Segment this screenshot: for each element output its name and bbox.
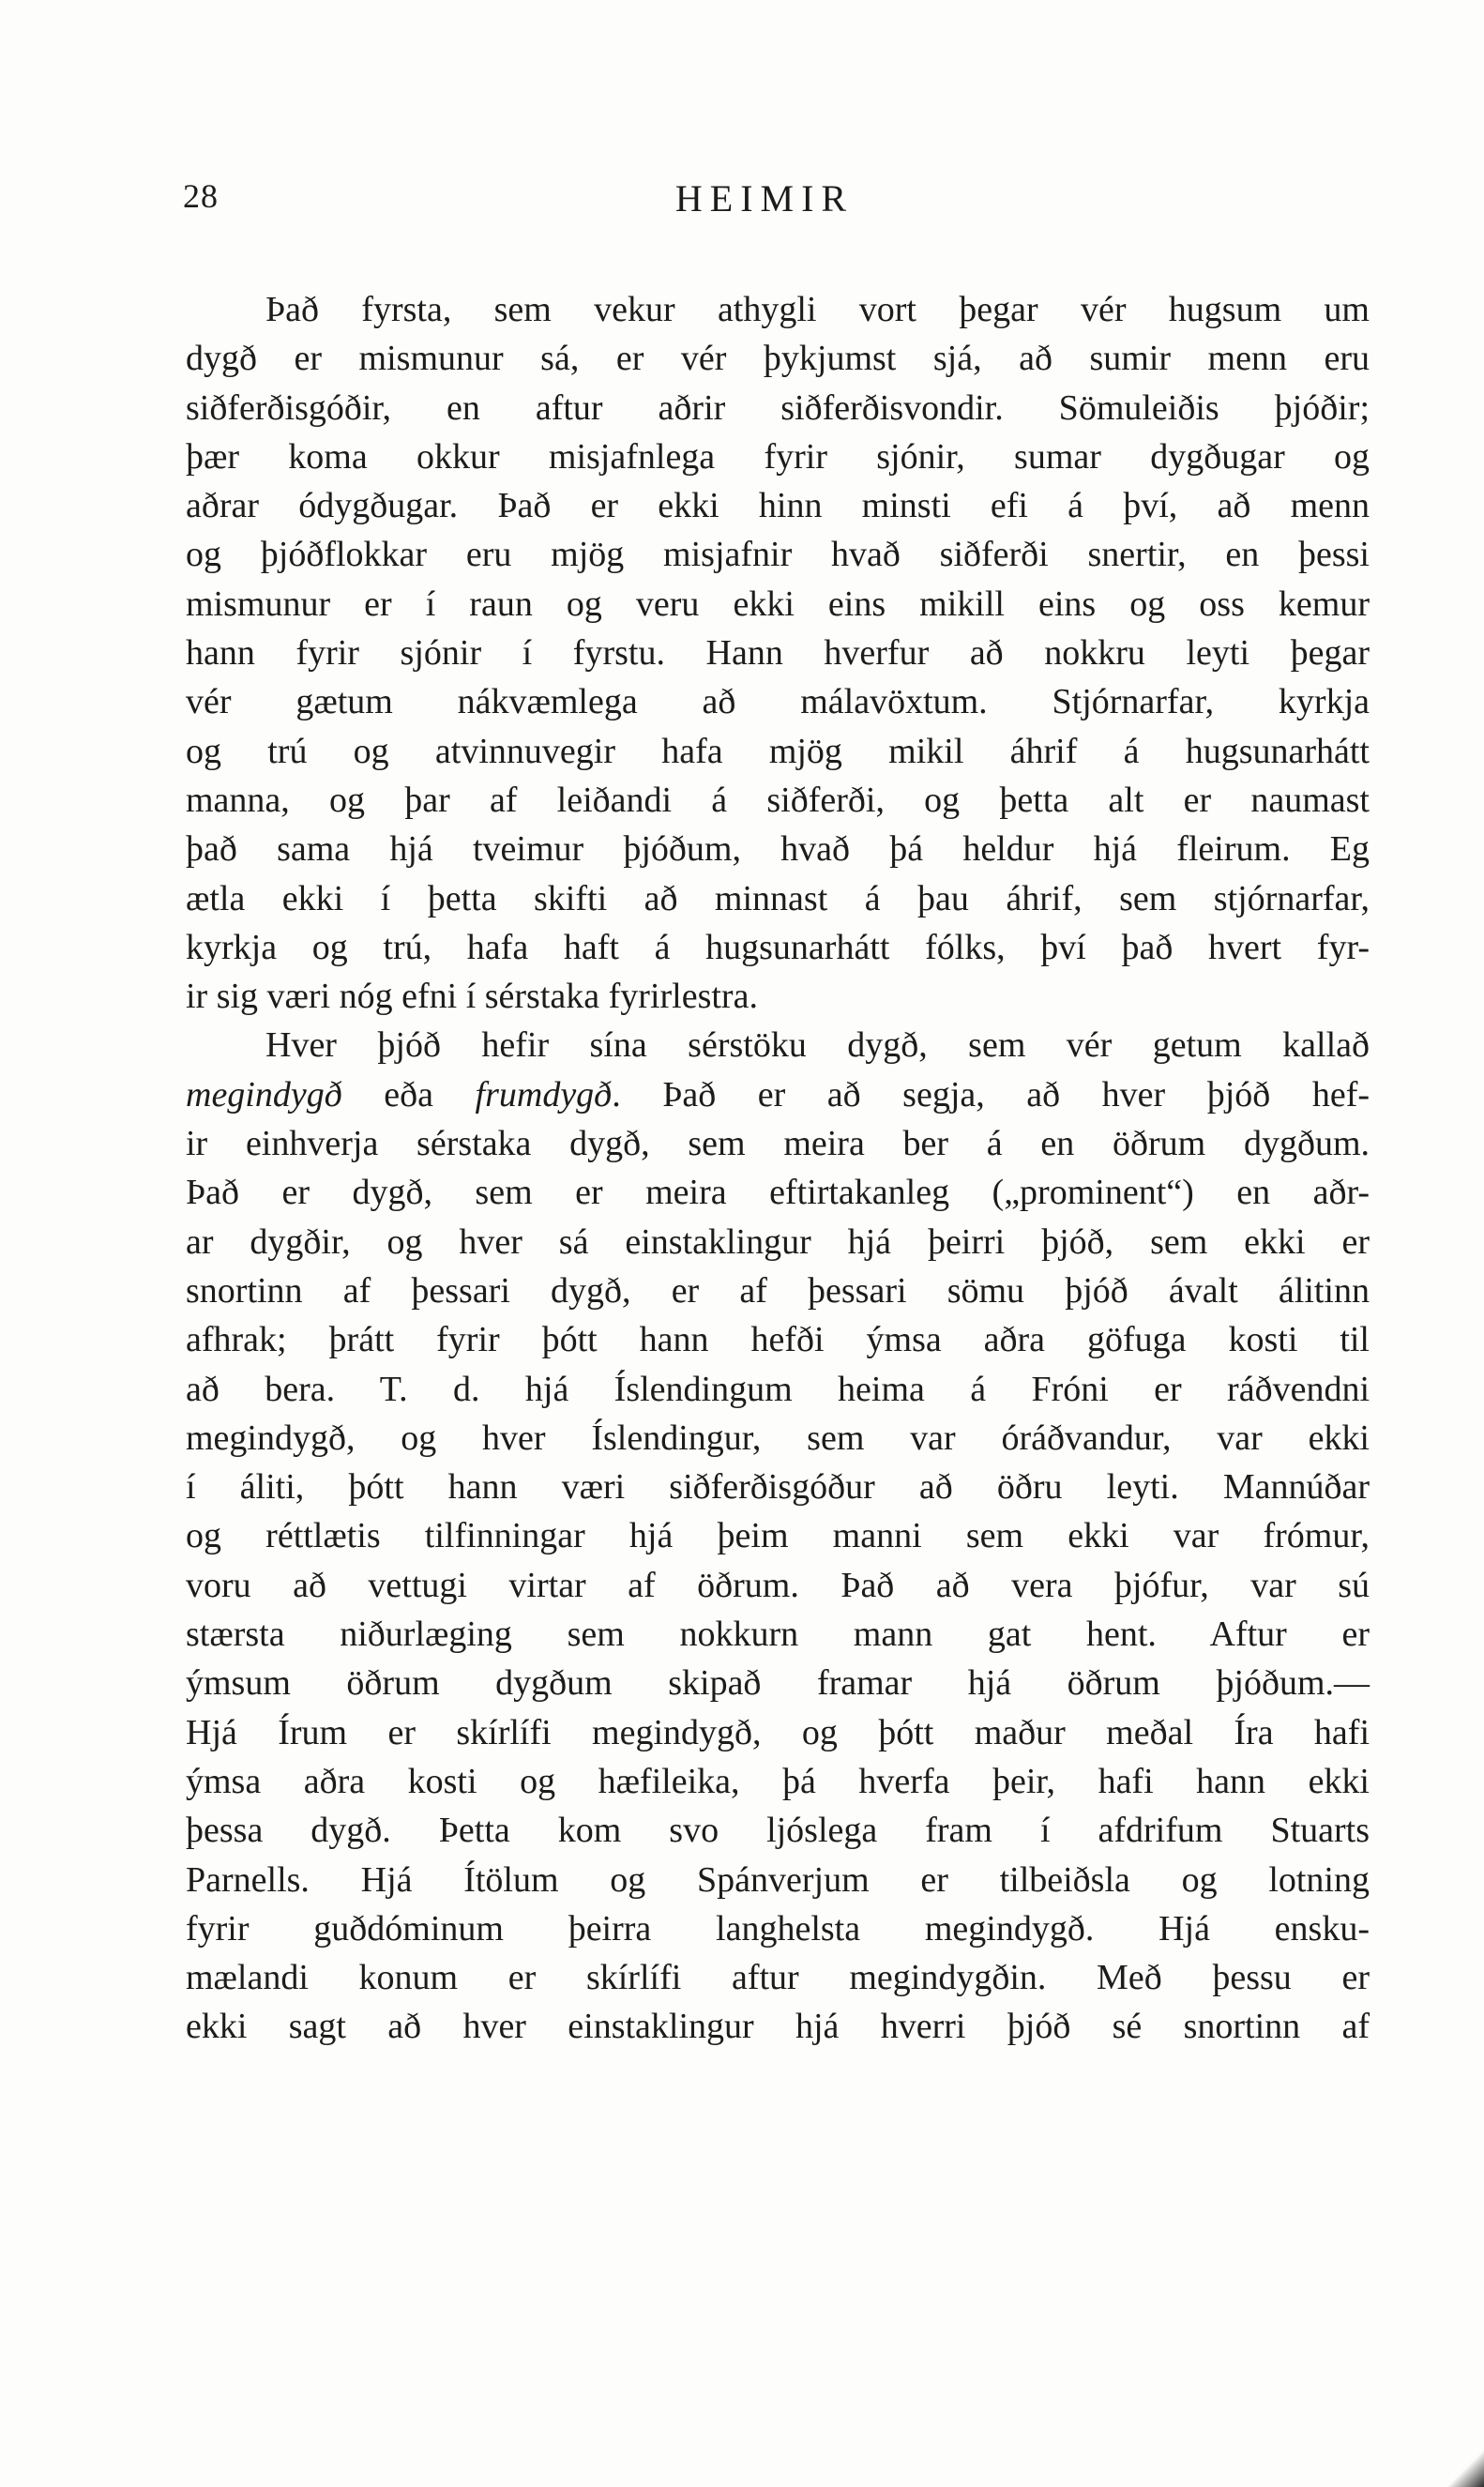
- text-line: ir sig væri nóg efni í sérstaka fyrirlestra.: [186, 977, 758, 1017]
- text-line: ýmsa aðra kosti og hæfileika, þá hverfa þeir, hafi hann ekki: [186, 1761, 1370, 1801]
- text-line: manna, og þar af leiðandi á siðferði, og þetta alt er naumast: [186, 780, 1370, 820]
- text-line: Hver þjóð hefir sína sérstöku dygð, sem vér getum kallað: [265, 1025, 1370, 1066]
- text-line: Hjá Írum er skírlífi megindygð, og þótt maður meðal Íra hafi: [186, 1712, 1370, 1752]
- text-line: voru að vettugi virtar af öðrum. Það að vera þjófur, var sú: [186, 1565, 1370, 1605]
- text-line: dygð er mismunur sá, er vér þykjumst sjá, að sumir menn eru: [186, 339, 1370, 379]
- text-line: að bera. T. d. hjá Íslendingum heima á Fróni er ráðvendni: [186, 1369, 1370, 1409]
- text-line-with-italics: [186, 1070, 1370, 1119]
- page-number: 28: [183, 177, 219, 215]
- text-line: siðferðisgóðir, en aftur aðrir siðferðisvondir. Sömuleiðis þjóðir;: [186, 387, 1370, 428]
- text-line: afhrak; þrátt fyrir þótt hann hefði ýmsa aðra göfuga kosti til: [186, 1320, 1370, 1360]
- italic-term: megindygð: [186, 1074, 342, 1115]
- text-line: ir einhverja sérstaka dygð, sem meira ber á en öðrum dygðum.: [186, 1124, 1370, 1164]
- italic-term: frumdygð: [475, 1074, 613, 1115]
- text-fragment: eða: [341, 1074, 476, 1115]
- text-line: snortinn af þessari dygð, er af þessari sömu þjóð ávalt álitinn: [186, 1270, 1370, 1311]
- body-text: [186, 285, 1370, 2052]
- text-line: ar dygðir, og hver sá einstaklingur hjá þeirri þjóð, sem ekki er: [186, 1221, 1370, 1262]
- text-line: hann fyrir sjónir í fyrstu. Hann hverfur að nokkru leyti þegar: [186, 633, 1370, 674]
- text-line: stærsta niðurlæging sem nokkurn mann gat hent. Aftur er: [186, 1615, 1370, 1655]
- text-line: það sama hjá tveimur þjóðum, hvað þá heldur hjá fleirum. Eg: [186, 829, 1370, 870]
- text-line: ætla ekki í þetta skifti að minnast á þau áhrif, sem stjórnarfar,: [186, 878, 1370, 918]
- text-line: mismunur er í raun og veru ekki eins mikill eins og oss kemur: [186, 584, 1370, 624]
- text-line: þessa dygð. Þetta kom svo ljóslega fram í afdrifum Stuarts: [186, 1811, 1370, 1851]
- text-line: og þjóðflokkar eru mjög misjafnir hvað siðferði snertir, en þessi: [186, 535, 1370, 575]
- page-header: [183, 176, 1346, 233]
- text-line: Parnells. Hjá Ítölum og Spánverjum er tilbeiðsla og lotning: [186, 1859, 1370, 1900]
- text-line: megindygð, og hver Íslendingur, sem var óráðvandur, var ekki: [186, 1418, 1370, 1458]
- text-line: og trú og atvinnuvegir hafa mjög mikil áhrif á hugsunarhátt: [186, 731, 1370, 771]
- page-edge-shadow: [1446, 2431, 1484, 2487]
- text-line: vér gætum nákvæmlega að málavöxtum. Stjórnarfar, kyrkja: [186, 682, 1370, 722]
- text-line: Það er dygð, sem er meira eftirtakanleg („prominent“) en aðr-: [186, 1173, 1370, 1213]
- text-line: ekki sagt að hver einstaklingur hjá hverri þjóð sé snortinn af: [186, 2007, 1370, 2047]
- text-line: ýmsum öðrum dygðum skipað framar hjá öðrum þjóðum.—: [186, 1663, 1370, 1704]
- text-fragment: . Það er að segja, að hver þjóð hef-: [612, 1074, 1370, 1115]
- text-line: aðrar ódygðugar. Það er ekki hinn minsti efi á því, að menn: [186, 486, 1370, 526]
- text-line: í áliti, þótt hann væri siðferðisgóður að öðru leyti. Mannúðar: [186, 1467, 1370, 1508]
- text-line: mælandi konum er skírlífi aftur megindygðin. Með þessu er: [186, 1958, 1370, 1998]
- running-title: HEIMIR: [674, 177, 855, 220]
- text-line: Það fyrsta, sem vekur athygli vort þegar vér hugsum um: [265, 290, 1370, 329]
- text-line: fyrir guðdóminum þeirra langhelsta megindygð. Hjá ensku-: [186, 1908, 1370, 1949]
- text-line: og réttlætis tilfinningar hjá þeim manni sem ekki var frómur,: [186, 1516, 1370, 1556]
- text-line: þær koma okkur misjafnlega fyrir sjónir, sumar dygðugar og: [186, 436, 1370, 477]
- text-line: kyrkja og trú, hafa haft á hugsunarhátt fólks, því það hvert fyr-: [186, 927, 1370, 967]
